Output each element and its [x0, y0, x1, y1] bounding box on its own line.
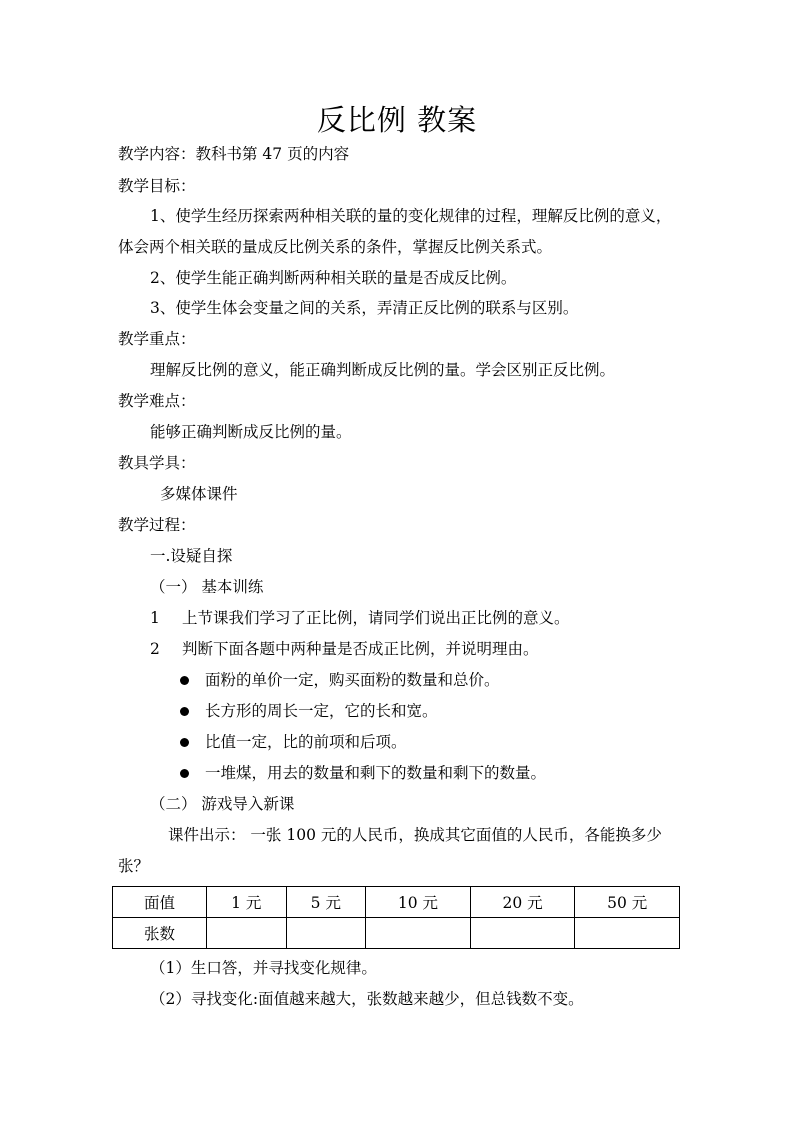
objectives-heading: 教学目标： [118, 177, 196, 195]
denomination-table [112, 886, 680, 949]
bullet-text: 长方形的周长一定，它的长和宽。 [205, 702, 438, 720]
table-cell [470, 918, 575, 949]
step-1: （1）生口答，并寻找变化规律。 [150, 959, 377, 977]
subsection-1-heading: （一） 基本训练 [150, 578, 264, 596]
process-heading: 教学过程： [118, 516, 196, 534]
table-cell [207, 918, 287, 949]
table-cell-label: 张数 [113, 918, 207, 949]
document-title: 反比例 教案 [316, 103, 478, 137]
bullet-icon [180, 676, 189, 685]
table-cell: 5 元 [286, 887, 366, 918]
exercise-item-2 [150, 638, 539, 660]
bullet-icon [180, 738, 189, 747]
subsection-2-heading: （二） 游戏导入新课 [150, 795, 295, 813]
bullet-icon [180, 707, 189, 716]
objective-3: 3、使学生体会变量之间的关系，弄清正反比例的联系与区别。 [150, 299, 579, 317]
bullet-text: 一堆煤，用去的数量和剩下的数量和剩下的数量。 [205, 764, 547, 782]
bullet-text: 面粉的单价一定，购买面粉的数量和总价。 [205, 671, 500, 689]
bullet-item [180, 669, 500, 691]
bullet-icon [180, 769, 189, 778]
table-cell: 10 元 [366, 887, 471, 918]
exercise-item-1 [150, 607, 570, 629]
item-number: 2 [150, 640, 160, 658]
item-text: 判断下面各题中两种量是否成正比例，并说明理由。 [182, 640, 539, 658]
materials-heading: 教具学具： [118, 454, 196, 472]
teaching-content: 教学内容：教科书第 47 页的内容 [118, 145, 350, 163]
courseware-prompt: 课件出示： 一张 100 元的人民币，换成其它面值的人民币，各能换多少 [168, 826, 662, 844]
step-2: （2）寻找变化:面值越来越大，张数越来越少，但总钱数不变。 [150, 990, 584, 1008]
bullet-item [180, 762, 546, 784]
table-cell: 50 元 [575, 887, 680, 918]
objective-1-cont: 体会两个相关联的量成反比例关系的条件，掌握反比例关系式。 [118, 238, 553, 256]
key-points-heading: 教学重点： [118, 330, 196, 348]
bullet-item [180, 731, 407, 753]
materials: 多媒体课件 [160, 485, 238, 503]
table-row [113, 918, 680, 949]
item-text: 上节课我们学习了正比例，请同学们说出正比例的意义。 [182, 609, 570, 627]
difficulty-heading: 教学难点： [118, 392, 196, 410]
bullet-item [180, 700, 438, 722]
table-cell: 1 元 [207, 887, 287, 918]
table-cell [366, 918, 471, 949]
table-cell [286, 918, 366, 949]
key-points: 理解反比例的意义，能正确判断成反比例的量。学会区别正反比例。 [150, 361, 616, 379]
item-number: 1 [150, 609, 160, 627]
bullet-text: 比值一定，比的前项和后项。 [205, 733, 407, 751]
courseware-prompt-cont: 张？ [118, 857, 150, 875]
table-cell: 20 元 [470, 887, 575, 918]
table-cell [575, 918, 680, 949]
section-1-heading: 一.设疑自探 [150, 547, 233, 565]
table-row [113, 887, 680, 918]
difficulty: 能够正确判断成反比例的量。 [150, 423, 352, 441]
objective-2: 2、使学生能正确判断两种相关联的量是否成反比例。 [150, 269, 517, 287]
table-cell-label: 面值 [113, 887, 207, 918]
objective-1: 1、使学生经历探索两种相关联的量的变化规律的过程，理解反比例的意义， [150, 207, 672, 225]
